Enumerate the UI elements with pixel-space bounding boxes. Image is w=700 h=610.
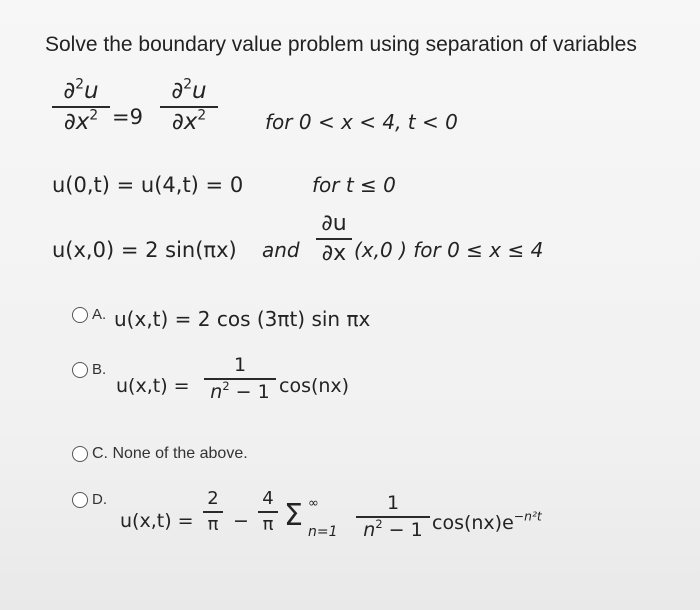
- pde-domain: for 0 < x < 4, t < 0: [265, 110, 458, 134]
- option-d-summation: Σ: [284, 498, 303, 533]
- option-c-label: C. None of the above.: [92, 445, 248, 462]
- initial-velocity-domain: (x,0 ) for 0 ≤ x ≤ 4: [354, 238, 544, 262]
- option-d-fraction-n: 1 $n^2 - 1$: [356, 494, 430, 540]
- option-c-radio[interactable]: [72, 446, 88, 462]
- option-d-fraction-4-pi: 4 π: [258, 490, 278, 534]
- option-d-label: D.: [92, 491, 107, 508]
- pde-equals-coefficient: =9: [112, 105, 143, 129]
- pde-lhs-fraction: ∂$^2$u $\partial x^2$: [52, 80, 110, 134]
- option-b-lhs: u(x,t) =: [116, 375, 190, 397]
- boundary-condition-domain: for t ≤ 0: [312, 173, 396, 197]
- initial-velocity-derivative: ∂u ∂x: [316, 213, 352, 265]
- option-d-sum-lower: n=1: [308, 524, 338, 540]
- initial-condition: u(x,0) = 2 sin(πx): [52, 238, 237, 262]
- option-a-label: A.: [92, 306, 107, 323]
- option-d-minus: −: [233, 510, 249, 532]
- option-b-radio[interactable]: [72, 362, 88, 378]
- option-a-formula: u(x,t) = 2 cos (3πt) sin πx: [114, 307, 371, 331]
- option-b-fraction: 1 $n^2 - 1$: [204, 356, 276, 402]
- option-d-exp-term: $\cos(nx)e^{-n^2t}$: [432, 509, 542, 534]
- option-a-radio[interactable]: [72, 307, 88, 323]
- question-title: Solve the boundary value problem using separation of variables: [45, 33, 637, 56]
- option-b-cos-term: cos(nx): [279, 375, 350, 397]
- option-d-radio[interactable]: [72, 492, 88, 508]
- boundary-condition: u(0,t) = u(4,t) = 0: [52, 173, 244, 197]
- initial-condition-and: and: [262, 238, 300, 262]
- option-b-label: B.: [92, 361, 107, 378]
- option-d-lhs: u(x,t) =: [120, 510, 194, 532]
- option-d-fraction-2-pi: 2 π: [203, 490, 223, 534]
- option-d-sum-upper: ∞: [308, 496, 319, 511]
- pde-rhs-fraction: ∂$^2$u $\partial x^2$: [160, 80, 218, 134]
